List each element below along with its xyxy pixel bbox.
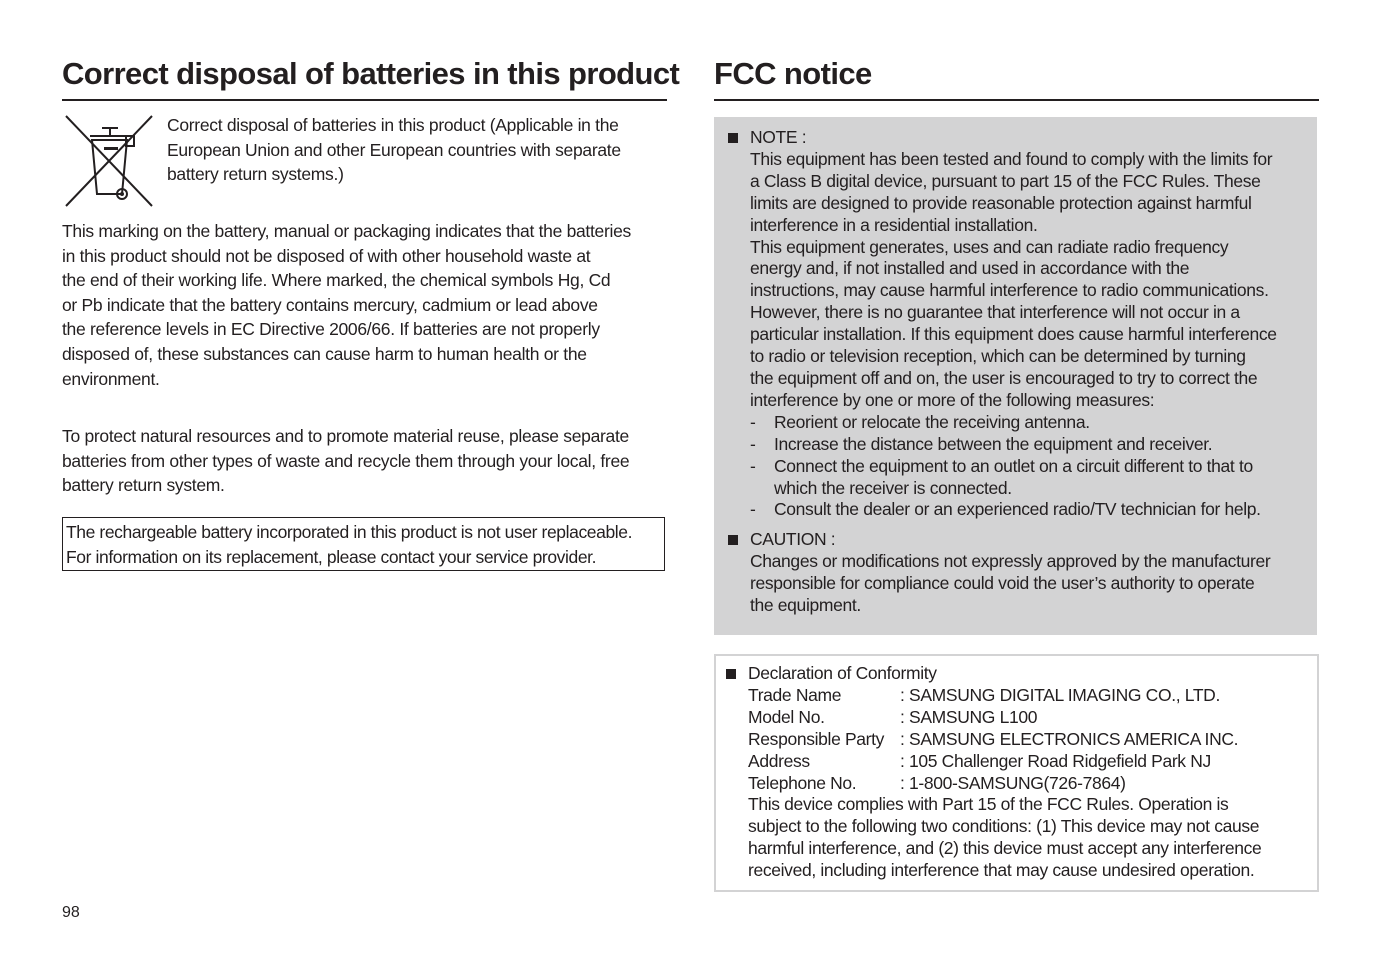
measure-item: - Connect the equipment to an outlet on a circuit different to that to which the receiver is connected. [728, 456, 1313, 500]
note-line: energy and, if not installed and used in accordance with the [750, 258, 1190, 279]
paragraph-line: or Pb indicate that the battery contains mercury, cadmium or lead above [62, 294, 598, 315]
compliance-line: received, including interference that may cause undesired operation. [748, 860, 1255, 881]
measure-item: - Reorient or relocate the receiving antenna. [728, 412, 1313, 434]
measure-item: - Increase the distance between the equipment and receiver. [728, 434, 1313, 456]
note-body [728, 149, 1313, 412]
row-label: Model No. [748, 706, 825, 727]
declaration-row [748, 773, 1311, 795]
intro-line: European Union and other European countries with separate [167, 139, 621, 160]
compliance-line: harmful interference, and (2) this device must accept any interference [748, 838, 1262, 859]
recycle-paragraph [62, 424, 667, 498]
measure-text: Increase the distance between the equipment and receiver. [774, 433, 1213, 454]
declaration-row [748, 707, 1311, 729]
compliance-line: This device complies with Part 15 of the FCC Rules. Operation is [748, 794, 1229, 815]
intro-text [167, 113, 667, 187]
row-value: : 1-800-SAMSUNG(726-7864) [900, 772, 1126, 793]
row-label: Telephone No. [748, 772, 857, 793]
notice-line: For information on its replacement, please contact your service provider. [66, 546, 597, 567]
bullet-square-icon [728, 133, 738, 143]
note-line: limits are designed to provide reasonable protection against harmful [750, 192, 1252, 213]
caution-line: the equipment. [750, 594, 861, 615]
row-value: : SAMSUNG ELECTRONICS AMERICA INC. [900, 728, 1239, 749]
row-label: Address [748, 750, 810, 771]
row-value: : SAMSUNG L100 [900, 706, 1038, 727]
declaration-row [748, 729, 1311, 751]
note-line: This equipment has been tested and found to comply with the limits for [750, 148, 1273, 169]
measure-text: Reorient or relocate the receiving antenna. [774, 411, 1090, 432]
paragraph-line: environment. [62, 368, 160, 389]
fcc-notice-heading: FCC notice [714, 56, 872, 91]
paragraph-line: battery return system. [62, 475, 225, 496]
intro-line: Correct disposal of batteries in this product (Applicable in the [167, 115, 619, 135]
caution-line: responsible for compliance could void the user’s authority to operate [750, 572, 1255, 593]
declaration-row [748, 751, 1311, 773]
note-line: interference by one or more of the following measures: [750, 389, 1155, 410]
measure-text: Connect the equipment to an outlet on a circuit different to that to [774, 455, 1253, 476]
intro-line: battery return systems.) [167, 164, 344, 185]
paragraph-line: batteries from other types of waste and recycle them through your local, free [62, 450, 630, 471]
row-label: Responsible Party [748, 728, 885, 749]
paragraph-line: disposed of, these substances can cause harm to human health or the [62, 343, 587, 364]
paragraph-line: the reference levels in EC Directive 2006/66. If batteries are not properly [62, 319, 600, 340]
crossed-out-wheelie-bin-icon [64, 114, 156, 210]
paragraph-line: the end of their working life. Where marked, the chemical symbols Hg, Cd [62, 270, 611, 291]
declaration-title: Declaration of Conformity [748, 663, 937, 683]
compliance-line: subject to the following two conditions: (1) This device may not cause [748, 816, 1260, 837]
notice-line: The rechargeable battery incorporated in this product is not user replaceable. [66, 522, 633, 542]
page-number: 98 [62, 904, 80, 921]
measure-text: which the receiver is connected. [774, 477, 1012, 498]
row-label: Trade Name [748, 684, 842, 705]
note-line: instructions, may cause harmful interference to radio communications. [750, 280, 1269, 301]
declaration-block [726, 663, 1311, 882]
bullet-square-icon [726, 669, 736, 679]
replaceable-battery-notice-box [62, 517, 665, 571]
bullet-square-icon [728, 535, 738, 545]
note-line: particular installation. If this equipment does cause harmful interference [750, 324, 1277, 345]
note-block [728, 127, 1313, 521]
paragraph-line: This marking on the battery, manual or packaging indicates that the batteries [62, 221, 631, 241]
paragraph-line: in this product should not be disposed of with other household waste at [62, 245, 591, 266]
note-line: a Class B digital device, pursuant to part 15 of the FCC Rules. These [750, 170, 1261, 191]
note-title: NOTE : [750, 127, 807, 147]
heading-rule [62, 99, 667, 101]
note-line: However, there is no guarantee that interference will not occur in a [750, 302, 1240, 323]
paragraph-line: To protect natural resources and to promote material reuse, please separate [62, 426, 629, 446]
note-line: the equipment off and on, the user is encouraged to try to correct the [750, 367, 1258, 388]
row-value: : SAMSUNG DIGITAL IMAGING CO., LTD. [900, 684, 1220, 705]
row-value: : 105 Challenger Road Ridgefield Park NJ [900, 750, 1211, 771]
note-line: interference in a residential installation. [750, 214, 1038, 235]
caution-line: Changes or modifications not expressly approved by the manufacturer [750, 550, 1271, 571]
marking-paragraph [62, 219, 667, 391]
battery-disposal-heading: Correct disposal of batteries in this product [62, 56, 680, 91]
note-line: This equipment generates, uses and can radiate radio frequency [750, 236, 1229, 257]
caution-block [728, 529, 1313, 617]
measure-text: Consult the dealer or an experienced radio/TV technician for help. [774, 499, 1261, 520]
caution-title: CAUTION : [750, 529, 836, 549]
declaration-row [748, 685, 1311, 707]
heading-rule [714, 99, 1319, 101]
measure-item: - Consult the dealer or an experienced radio/TV technician for help. [728, 499, 1313, 521]
note-line: to radio or television reception, which can be determined by turning [750, 346, 1246, 367]
